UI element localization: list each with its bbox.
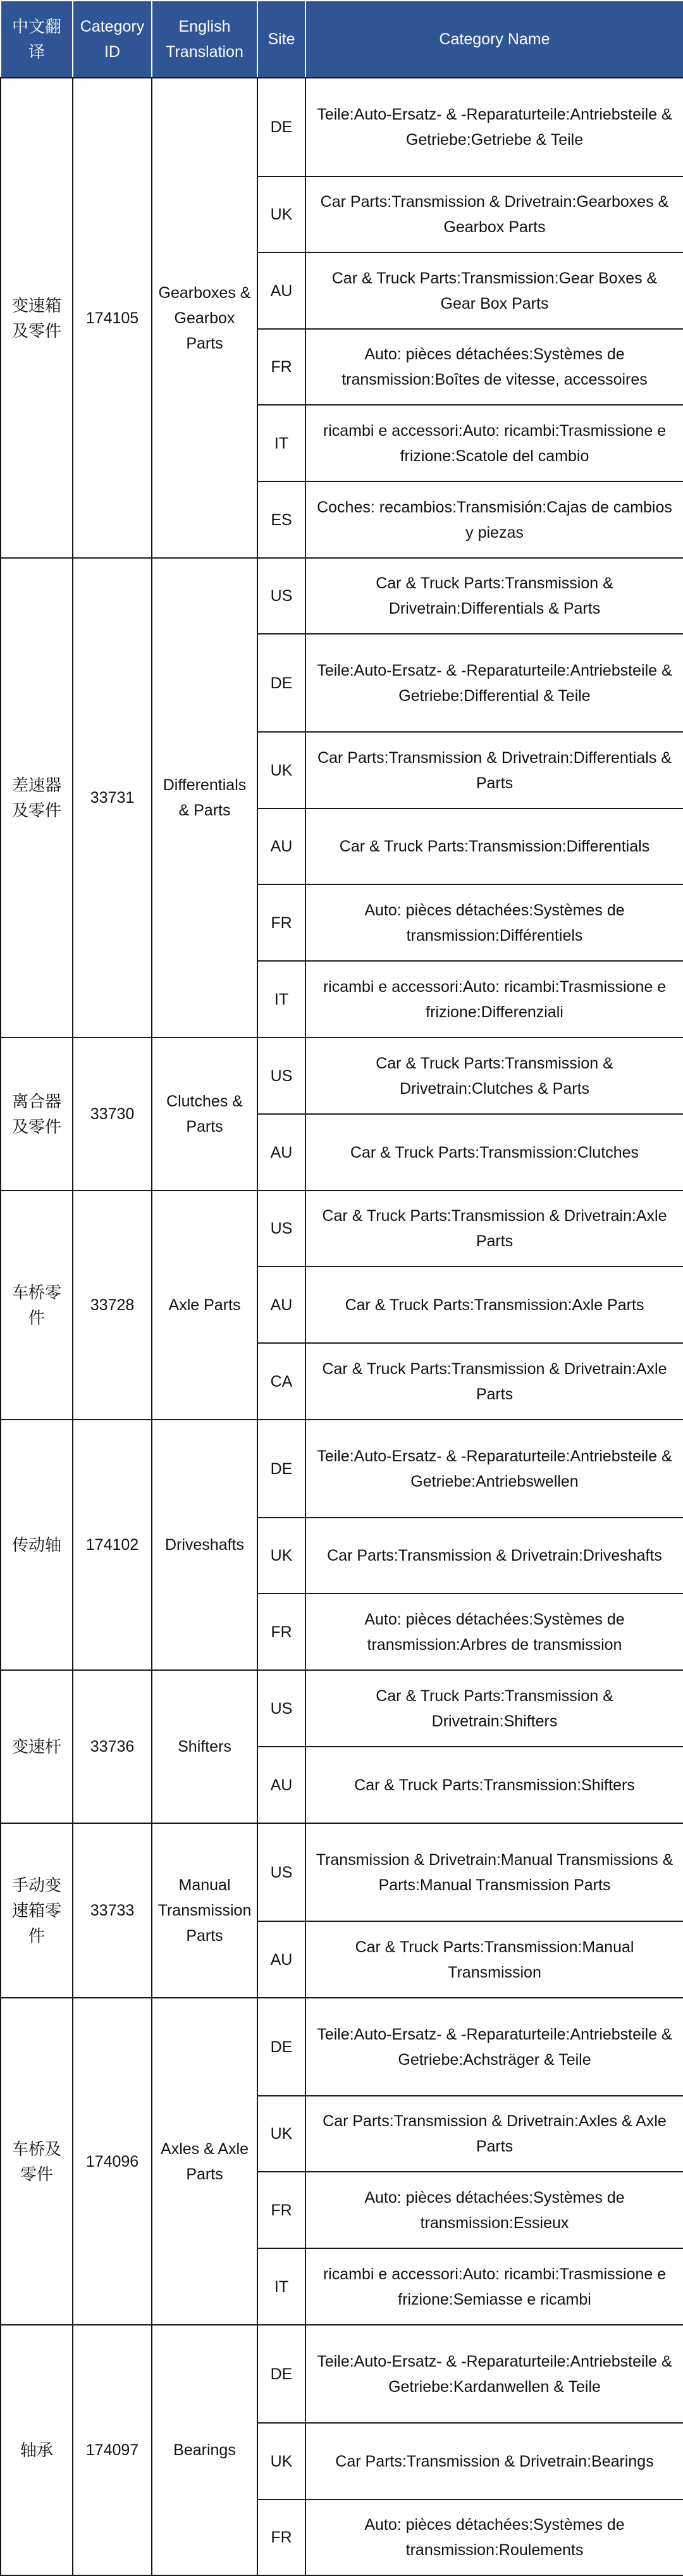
site-cell: AU bbox=[257, 1747, 305, 1823]
table-row bbox=[1, 1037, 683, 1114]
category-name-cell: Teile:Auto-Ersatz- & -Reparaturteile:Antriebsteile & Getriebe:Kardanwellen & Teile bbox=[305, 2325, 683, 2423]
category-name-cell: Auto: pièces détachées:Systèmes de transmission:Essieux bbox=[305, 2172, 683, 2248]
site-cell: AU bbox=[257, 1921, 305, 1998]
category-id-cell: 33731 bbox=[73, 558, 152, 1037]
site-cell: US bbox=[257, 1191, 305, 1266]
english-translation-cell: Clutches & Parts bbox=[152, 1037, 257, 1191]
chinese-translation-cell: 传动轴 bbox=[1, 1420, 73, 1670]
category-name-cell: Car Parts:Transmission & Drivetrain:Bearings bbox=[305, 2423, 683, 2499]
site-cell: DE bbox=[257, 78, 305, 176]
site-cell: DE bbox=[257, 1420, 305, 1518]
category-name-cell: Car & Truck Parts:Transmission:Shifters bbox=[305, 1747, 683, 1823]
category-name-cell: ricambi e accessori:Auto: ricambi:Trasmissione e frizione:Differenziali bbox=[305, 961, 683, 1037]
site-cell: UK bbox=[257, 1518, 305, 1594]
site-cell: DE bbox=[257, 2325, 305, 2423]
category-name-cell: Car & Truck Parts:Transmission:Clutches bbox=[305, 1114, 683, 1191]
category-name-cell: Auto: pièces détachées:Systèmes de transmission:Roulements bbox=[305, 2499, 683, 2575]
category-id-cell: 174096 bbox=[73, 1998, 152, 2325]
category-id-cell: 33730 bbox=[73, 1037, 152, 1191]
chinese-translation-cell: 离合器及零件 bbox=[1, 1037, 73, 1191]
category-name-cell: Car & Truck Parts:Transmission:Differentials bbox=[305, 808, 683, 884]
site-cell: IT bbox=[257, 405, 305, 481]
category-name-cell: Car & Truck Parts:Transmission & Drivetrain:Shifters bbox=[305, 1670, 683, 1747]
category-id-cell: 174102 bbox=[73, 1420, 152, 1670]
chinese-translation-cell: 轴承 bbox=[1, 2325, 73, 2575]
site-cell: AU bbox=[257, 1266, 305, 1343]
chinese-translation-cell: 车桥零件 bbox=[1, 1191, 73, 1420]
header-site: Site bbox=[257, 1, 305, 78]
category-id-cell: 33733 bbox=[73, 1823, 152, 1998]
table-row bbox=[1, 78, 683, 176]
site-cell: DE bbox=[257, 1998, 305, 2096]
category-name-cell: Transmission & Drivetrain:Manual Transmissions & Parts:Manual Transmission Parts bbox=[305, 1823, 683, 1921]
table-row bbox=[1, 1823, 683, 1921]
header-category-name: Category Name bbox=[305, 1, 683, 78]
category-name-cell: Auto: pièces détachées:Systèmes de transmission:Boîtes de vitesse, accessoires bbox=[305, 329, 683, 405]
site-cell: CA bbox=[257, 1343, 305, 1420]
site-cell: AU bbox=[257, 808, 305, 884]
english-translation-cell: Axle Parts bbox=[152, 1191, 257, 1420]
site-cell: FR bbox=[257, 2172, 305, 2248]
category-name-cell: Teile:Auto-Ersatz- & -Reparaturteile:Antriebsteile & Getriebe:Differential & Teile bbox=[305, 634, 683, 732]
site-cell: UK bbox=[257, 2096, 305, 2172]
category-name-cell: ricambi e accessori:Auto: ricambi:Trasmissione e frizione:Semiasse e ricambi bbox=[305, 2248, 683, 2325]
english-translation-cell: Axles & Axle Parts bbox=[152, 1998, 257, 2325]
site-cell: US bbox=[257, 558, 305, 634]
site-cell: FR bbox=[257, 2499, 305, 2575]
category-id-cell: 174105 bbox=[73, 78, 152, 558]
site-cell: FR bbox=[257, 329, 305, 405]
site-cell: IT bbox=[257, 2248, 305, 2325]
category-name-cell: Teile:Auto-Ersatz- & -Reparaturteile:Antriebsteile & Getriebe:Getriebe & Teile bbox=[305, 78, 683, 176]
table-row bbox=[1, 1191, 683, 1266]
site-cell: US bbox=[257, 1037, 305, 1114]
site-cell: US bbox=[257, 1823, 305, 1921]
site-cell: DE bbox=[257, 634, 305, 732]
header-english: English Translation bbox=[152, 1, 257, 78]
category-name-cell: Car Parts:Transmission & Drivetrain:Gearboxes & Gearbox Parts bbox=[305, 176, 683, 252]
category-id-cell: 174097 bbox=[73, 2325, 152, 2575]
table-row bbox=[1, 2325, 683, 2423]
category-name-cell: Car & Truck Parts:Transmission & Drivetrain:Axle Parts bbox=[305, 1191, 683, 1266]
category-name-cell: Car & Truck Parts:Transmission & Drivetrain:Differentials & Parts bbox=[305, 558, 683, 634]
site-cell: ES bbox=[257, 481, 305, 558]
category-name-cell: Car & Truck Parts:Transmission & Drivetrain:Clutches & Parts bbox=[305, 1037, 683, 1114]
header-row bbox=[1, 1, 683, 78]
category-name-cell: Car Parts:Transmission & Drivetrain:Differentials & Parts bbox=[305, 732, 683, 808]
table-row bbox=[1, 1420, 683, 1518]
category-name-cell: Car & Truck Parts:Transmission & Drivetrain:Axle Parts bbox=[305, 1343, 683, 1420]
category-id-cell: 33728 bbox=[73, 1191, 152, 1420]
english-translation-cell: Bearings bbox=[152, 2325, 257, 2575]
site-cell: UK bbox=[257, 176, 305, 252]
site-cell: UK bbox=[257, 732, 305, 808]
table-row bbox=[1, 1998, 683, 2096]
category-name-cell: Car & Truck Parts:Transmission:Gear Boxes & Gear Box Parts bbox=[305, 252, 683, 329]
site-cell: UK bbox=[257, 2423, 305, 2499]
category-name-cell: Car Parts:Transmission & Drivetrain:Axles & Axle Parts bbox=[305, 2096, 683, 2172]
site-cell: AU bbox=[257, 1114, 305, 1191]
chinese-translation-cell: 手动变速箱零件 bbox=[1, 1823, 73, 1998]
site-cell: FR bbox=[257, 884, 305, 961]
table-row bbox=[1, 558, 683, 634]
site-cell: US bbox=[257, 1670, 305, 1747]
category-name-cell: Coches: recambios:Transmisión:Cajas de cambios y piezas bbox=[305, 481, 683, 558]
category-name-cell: Teile:Auto-Ersatz- & -Reparaturteile:Antriebsteile & Getriebe:Achsträger & Teile bbox=[305, 1998, 683, 2096]
english-translation-cell: Differentials & Parts bbox=[152, 558, 257, 1037]
category-name-cell: ricambi e accessori:Auto: ricambi:Trasmissione e frizione:Scatole del cambio bbox=[305, 405, 683, 481]
english-translation-cell: Manual Transmission Parts bbox=[152, 1823, 257, 1998]
category-name-cell: Car & Truck Parts:Transmission:Axle Parts bbox=[305, 1266, 683, 1343]
english-translation-cell: Gearboxes & Gearbox Parts bbox=[152, 78, 257, 558]
category-id-cell: 33736 bbox=[73, 1670, 152, 1823]
table-row bbox=[1, 1670, 683, 1747]
category-name-cell: Auto: pièces détachées:Systèmes de transmission:Arbres de transmission bbox=[305, 1594, 683, 1670]
site-cell: IT bbox=[257, 961, 305, 1037]
chinese-translation-cell: 差速器及零件 bbox=[1, 558, 73, 1037]
category-name-cell: Car Parts:Transmission & Drivetrain:Driveshafts bbox=[305, 1518, 683, 1594]
category-name-cell: Auto: pièces détachées:Systèmes de transmission:Différentiels bbox=[305, 884, 683, 961]
site-cell: FR bbox=[257, 1594, 305, 1670]
chinese-translation-cell: 变速箱及零件 bbox=[1, 78, 73, 558]
table-body bbox=[1, 78, 683, 2575]
header-chinese: 中文翻译 bbox=[1, 1, 73, 78]
category-name-cell: Car & Truck Parts:Transmission:Manual Transmission bbox=[305, 1921, 683, 1998]
english-translation-cell: Driveshafts bbox=[152, 1420, 257, 1670]
chinese-translation-cell: 车桥及零件 bbox=[1, 1998, 73, 2325]
chinese-translation-cell: 变速杆 bbox=[1, 1670, 73, 1823]
header-category-id: Category ID bbox=[73, 1, 152, 78]
site-cell: AU bbox=[257, 252, 305, 329]
english-translation-cell: Shifters bbox=[152, 1670, 257, 1823]
category-name-cell: Teile:Auto-Ersatz- & -Reparaturteile:Antriebsteile & Getriebe:Antriebswellen bbox=[305, 1420, 683, 1518]
